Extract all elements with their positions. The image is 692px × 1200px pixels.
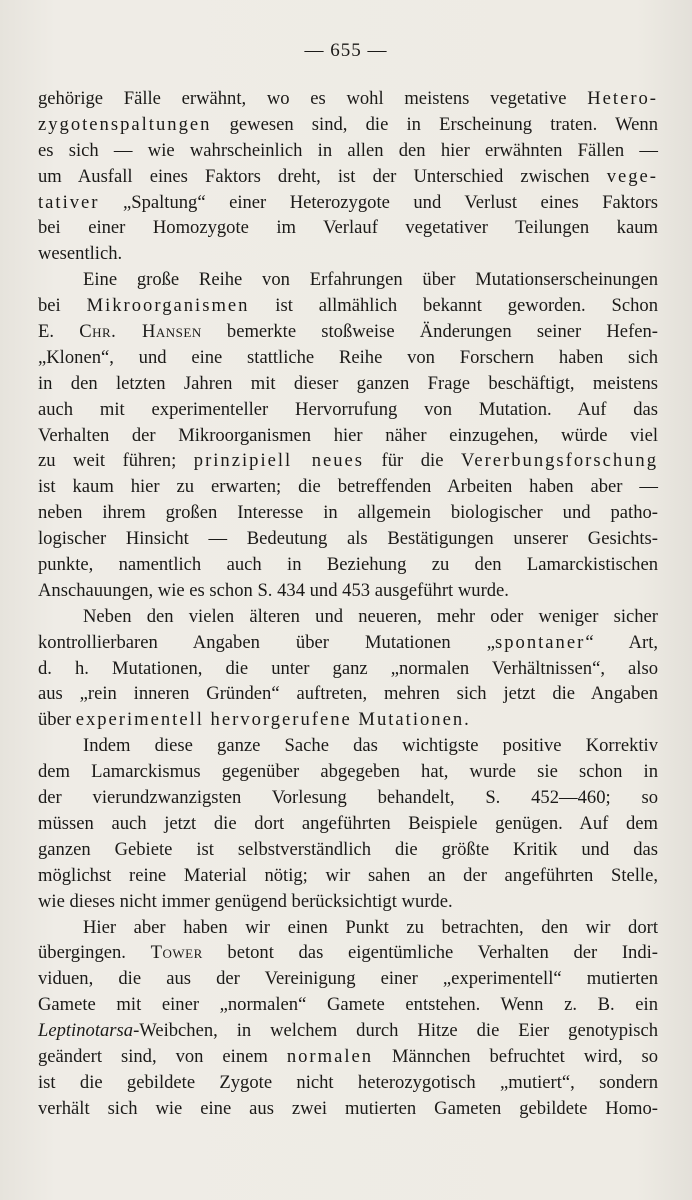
text-segment: neben ihrem großen Interesse in allgemein biologischer und patho- [38,502,658,524]
text-segment: Verhalten der Mikroorganismen hier näher einzugehen, würde viel [38,424,658,446]
text-segment: “ Art, [585,631,659,653]
text-segment: müssen auch jetzt die dort angeführten Beispiele genügen. Auf dem [38,812,658,834]
text-line [38,863,658,889]
text-segment: verhält sich wie eine aus zwei mutierten Gameten gebildete Homo- [38,1097,658,1119]
text-segment: bei einer Homozygote im Verlauf vegetativer Teilungen kaum [38,217,658,239]
text-segment: zygotenspaltungen [38,113,212,135]
text-segment: zu weit führen; [38,450,194,472]
text-line [38,940,658,966]
text-line [38,837,658,863]
text-segment: übergingen. [38,942,151,964]
text-line [38,1096,658,1122]
text-segment: vege- [606,165,658,187]
text-segment: kontrollierbaren Angaben über Mutationen „ [38,631,496,653]
text-segment: Leptinotarsa [38,1020,134,1042]
text-line [38,112,658,138]
text-line [38,915,658,941]
text-segment: Gamete mit einer „normalen“ Gamete entstehen. Wenn z. B. ein [38,994,658,1016]
text-segment: E. [38,321,80,343]
text-segment: logischer Hinsicht — Bedeutung als Bestätigungen unserer Gesichts- [38,528,658,550]
text-line [38,267,658,293]
text-segment: bemerkte stoßweise Änderungen seiner Hefen- [201,321,658,343]
text-segment: um Ausfall eines Faktors dreht, ist der Unterschied zwischen [38,165,607,187]
text-segment: der vierundzwanzigsten Vorlesung behandelt, S. 452—460; so [38,787,658,809]
text-segment: normalen [286,1045,374,1067]
text-line [38,1044,658,1070]
text-segment: Chr. Hansen [79,321,202,343]
text-line [38,681,658,707]
text-segment: Indem diese ganze Sache das wichtigste positive Korrektiv [83,735,658,757]
text-segment: Eine große Reihe von Erfahrungen über Mutationserscheinungen [83,269,658,291]
text-line [38,759,658,785]
text-line [38,293,658,319]
text-line [38,578,658,604]
text-segment: betont das eigentümliche Verhalten der Indi- [202,942,658,964]
text-line [38,86,658,112]
text-segment: ist allmählich bekannt geworden. Schon [249,295,658,317]
text-segment: ganzen Gebiete ist selbstverständlich die größte Kritik und das [38,838,658,860]
text-segment: Neben den vielen älteren und neueren, mehr oder weniger sicher [83,605,658,627]
text-segment: auch mit experimenteller Hervorrufung von Mutation. Auf das [38,398,658,420]
text-segment: aus „rein inneren Gründen“ auftreten, mehren sich jetzt die Angaben [38,683,658,705]
text-segment: Vererbungsforschung [460,450,659,472]
page-number: — 655 — [304,40,388,61]
text-segment: geändert sind, von einem [38,1045,287,1067]
text-segment: wesentlich. [38,243,123,265]
text-line [38,474,658,500]
text-line [38,707,658,733]
text-segment: es sich — wie wahrscheinlich in allen den hier erwähnten Fällen — [38,139,658,161]
text-line [38,630,658,656]
text-segment: „Klonen“, und eine stattliche Reihe von Forschern haben sich [38,346,658,368]
text-segment: wie dieses nicht immer genügend berücksichtigt wurde. [38,890,453,912]
text-segment: experimentell hervorgerufene Mutationen [75,709,465,731]
text-line [38,164,658,190]
text-segment: ist kaum hier zu erwarten; die betreffenden Arbeiten haben aber — [38,476,658,498]
text-line [38,733,658,759]
text-line [38,526,658,552]
text-segment: für die [364,450,461,472]
text-line [38,500,658,526]
text-segment: bei [38,295,87,317]
text-segment: Mikroorganismen [86,295,250,317]
text-line [38,552,658,578]
text-segment: gehörige Fälle erwähnt, wo es wohl meistens vegetative [38,88,588,109]
text-segment: Tower [150,942,203,964]
text-segment: gewesen sind, die in Erscheinung traten. Wenn [211,113,658,135]
text-line [38,811,658,837]
body-text [38,86,658,1122]
text-line [38,190,658,216]
text-line [38,604,658,630]
text-line [38,138,658,164]
text-segment: Hetero- [587,88,658,109]
text-segment: viduen, die aus der Vereinigung einer „experimentell“ mutierten [38,968,658,990]
text-segment: Männchen befruchtet wird, so [373,1045,658,1067]
text-line [38,319,658,345]
text-segment: „Spaltung“ einer Heterozygote und Verlust eines Faktors [99,191,658,213]
text-line [38,1018,658,1044]
text-segment: Anschauungen, wie es schon S. 434 und 453 ausgeführt wurde. [38,579,509,601]
text-line [38,345,658,371]
text-segment: Hier aber haben wir einen Punkt zu betrachten, den wir dort [83,916,658,938]
text-line [38,397,658,423]
text-line [38,889,658,915]
text-line [38,966,658,992]
text-segment: d. h. Mutationen, die unter ganz „normalen Verhältnissen“, also [38,657,658,679]
text-segment: dem Lamarckismus gegenüber abgegeben hat, wurde sie schon in [38,761,658,783]
text-line [38,371,658,397]
text-line [38,423,658,449]
text-segment: über [38,709,76,731]
text-segment: in den letzten Jahren mit dieser ganzen Frage beschäftigt, meistens [38,372,658,394]
text-line [38,448,658,474]
text-segment: punkte, namentlich auch in Beziehung zu den Lamarckistischen [38,554,658,576]
text-segment: -Weibchen, in welchem durch Hitze die Eier genotypisch [133,1020,658,1042]
text-line [38,785,658,811]
text-segment: spontaner [495,631,586,653]
text-line [38,1070,658,1096]
text-segment: . [464,709,469,731]
text-segment: tativer [38,191,100,213]
text-segment: möglichst reine Material nötig; wir sahen an der angeführten Stelle, [38,864,658,886]
text-segment: prinzipiell neues [193,450,365,472]
text-line [38,992,658,1018]
text-segment: ist die gebildete Zygote nicht heterozygotisch „mutiert“, sondern [38,1071,658,1093]
text-line [38,215,658,241]
text-line [38,656,658,682]
text-line [38,241,658,267]
